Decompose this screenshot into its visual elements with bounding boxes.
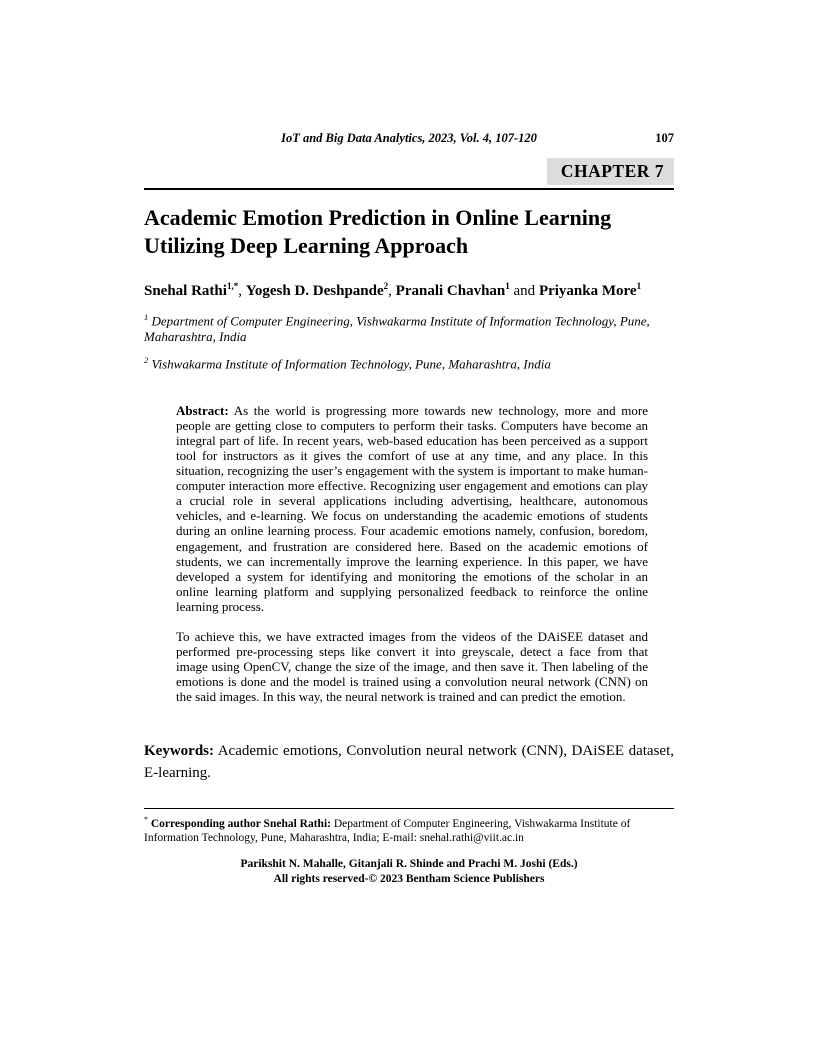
corresponding-author-note: [144, 813, 674, 845]
abstract-label: Abstract:: [176, 402, 229, 418]
abstract-text: As the world is progressing more towards new technology, more and more people are getting close to computers to perform their tasks. Computers have become an integral part of life. In recent years, web-based education has been perceived as a support tool for instructors as it gives the comfort of use at any time, and any place. In this situation, recognizing the user’s engagement with the system is important to make human-computer interaction more effective. Recognizing user engagement and emotions can play a crucial role in several applications including advertising, healthcare, autonomous vehicles, and e-learning. We focus on understanding the academic emotions of students during an online learning process. Four academic emotions namely, confusion, boredom, engagement, and frustration are considered here. Based on the academic emotions of students, we can incrementally improve the learning experience. In this paper, we have developed a system for identifying and monitoring the emotions of the scholar in an online learning platform and supplying personalized feedback to reinforce the online learning process.: [176, 402, 648, 614]
author-name: Yogesh D. Deshpande: [245, 283, 384, 299]
keywords-text: Academic emotions, Convolution neural network (CNN), DAiSEE dataset, E-learning.: [144, 743, 674, 782]
abstract-text: To achieve this, we have extracted images from the videos of the DAiSEE dataset and performed pre-processing steps like convert it into greyscale, detect a face from that image using OpenCV, change the size of the image, and then save it. Then labeling of the emotions is done and the model is trained using a convolution neural network (CNN) on the said images. In this way, the neural network is trained and can predict the emotion.: [176, 628, 648, 705]
author-separator: ,: [388, 283, 396, 299]
affiliation: [144, 309, 674, 345]
page-number: 107: [655, 131, 674, 145]
affiliation-text: Department of Computer Engineering, Vishwakarma Institute of Information Technology, Pune, Maharashtra, India: [144, 313, 650, 345]
abstract-section: [176, 403, 648, 705]
author-superscript: 1: [505, 281, 510, 291]
footnote-bold-lead: Corresponding author Snehal Rathi:: [150, 818, 331, 831]
author-superscript: 2: [383, 281, 389, 291]
footnote-text: Department of Computer Engineering, Vishwakarma Institute of Information Technology, Pune, Maharashtra, India; E-mail: snehal.rathi@viit.ac.in: [144, 818, 631, 845]
abstract-paragraph: [176, 629, 648, 704]
affiliation-superscript: 1: [144, 312, 149, 322]
author-name: Priyanka More: [538, 283, 637, 299]
affiliation-text: Vishwakarma Institute of Information Technology, Pune, Maharashtra, India: [148, 356, 551, 372]
publisher-footer: [144, 857, 674, 887]
chapter-row: [144, 158, 674, 185]
affiliation-superscript: 2: [144, 355, 149, 366]
authors-line: [144, 276, 674, 302]
keywords-label: Keywords:: [144, 743, 214, 760]
affiliation: [144, 352, 674, 372]
chapter-label: CHAPTER 7: [547, 158, 674, 185]
running-head: [144, 130, 674, 146]
paper-title: Academic Emotion Prediction in Online Learning Utilizing Deep Learning Approach: [144, 205, 612, 258]
author-name: Snehal Rathi: [144, 283, 227, 299]
page-content: [144, 130, 674, 887]
editors-line: Parikshit N. Mahalle, Gitanjali R. Shinde and Prachi M. Joshi (Eds.): [240, 858, 578, 871]
author-superscript: 1,*: [226, 281, 239, 291]
copyright-line: All rights reserved-© 2023 Bentham Science Publishers: [273, 873, 545, 886]
author-separator: ,: [238, 283, 246, 299]
author-separator: and: [509, 283, 539, 299]
keywords-section: [144, 740, 674, 784]
author-name: Pranali Chavhan: [395, 283, 506, 299]
header-rule: [144, 188, 674, 190]
footnote-marker: *: [144, 815, 148, 825]
journal-reference: IoT and Big Data Analytics, 2023, Vol. 4, 107-120: [281, 131, 537, 145]
author-superscript: 1: [636, 281, 642, 291]
footnote-rule: [144, 808, 674, 809]
abstract-paragraph: [176, 403, 648, 614]
